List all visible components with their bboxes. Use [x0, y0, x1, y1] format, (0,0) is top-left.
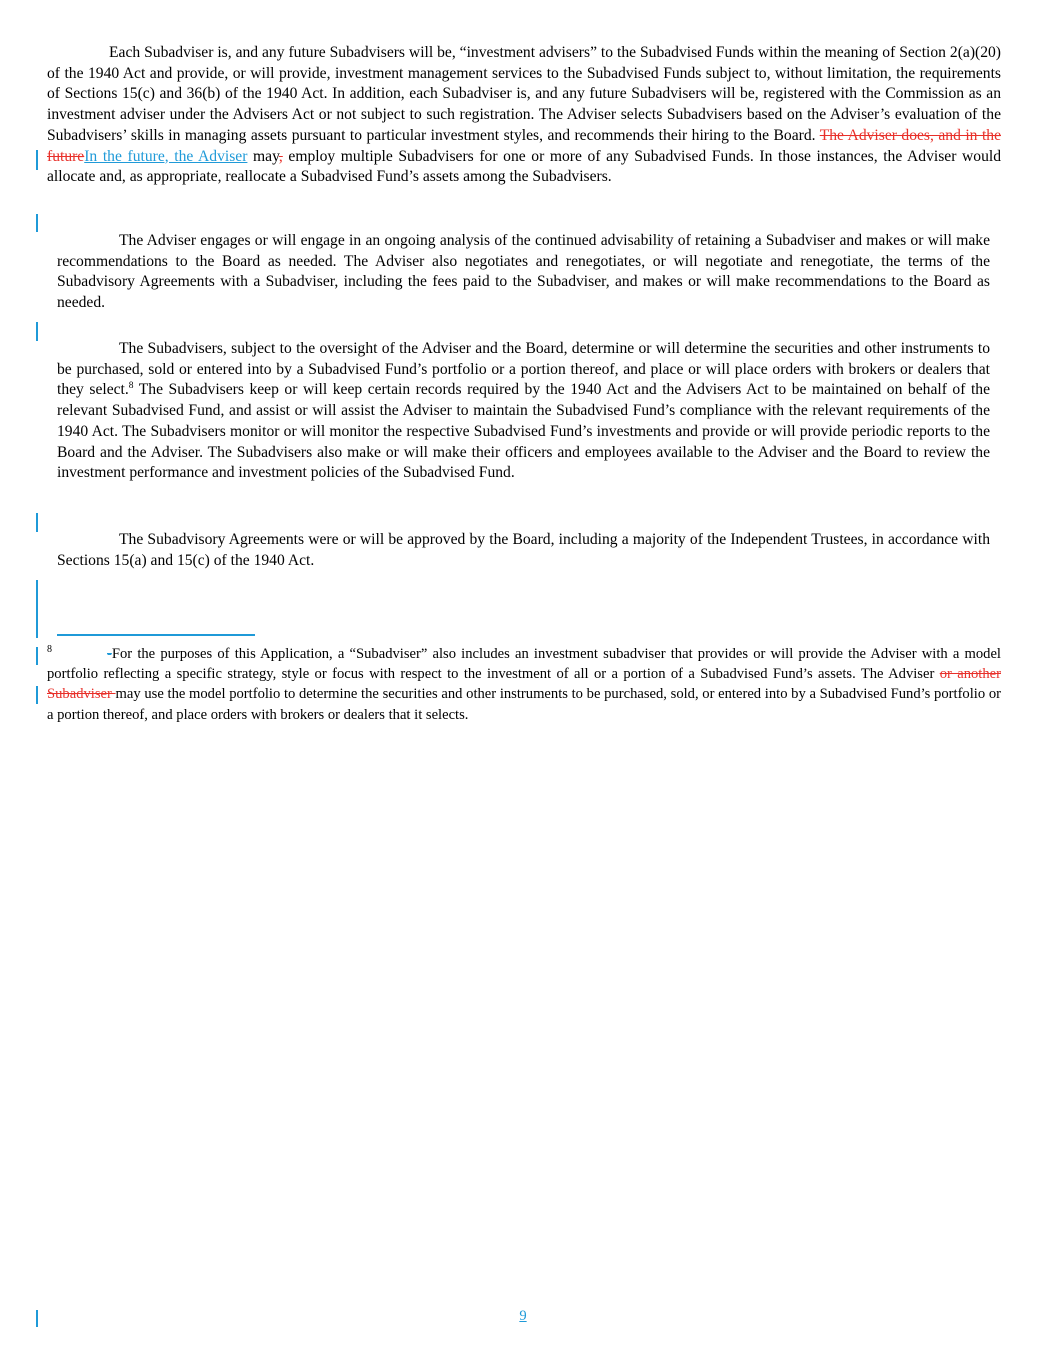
footnote: 8 -For the purposes of this Application, a “Subadviser” also includes an investment subadviser that provides or will provide the Adviser with a model portfolio reflecting a specific strategy, style or focus with respect to the investment of all or a portion of a Subadvised Fund’s assets. The Adviser or another Subadviser may use the model portfolio to determine the securities and other instruments to be purchased, sold, or entered into by a Subadvised Fund’s portfolio or a portion thereof, and place orders with brokers or dealers that it selects. [47, 644, 1001, 723]
footnote-reference[interactable]: 8 [128, 381, 134, 392]
change-bar [36, 214, 38, 232]
paragraph-text: may [247, 147, 279, 165]
change-bar [36, 513, 38, 532]
paragraph-text: The Subadvisers keep or will keep certain records required by the 1940 Act and the Advisers Act to be maintained on behalf of the relevant Subadvised Fund, and assist or will assist the Adviser to maintain the Subadvised Fund’s compliance with the relevant requirements of the 1940 Act. The Subadvisers monitor or will monitor the respective Subadvised Fund’s investments and provide or will provide periodic reports to the Board and the Adviser. The Subadvisers also make or will make their officers and employees available to the Adviser and the Board to review the investment performance and investment policies of the Subadvised Fund. [57, 381, 990, 482]
paragraph-text: employ multiple Subadvisers for one or more of any Subadvised Funds. In those instances, the Adviser would allocate and, as appropriate, reallocate a Subadvised Fund’s assets among the Subadvisers. [47, 147, 1001, 186]
paragraph-subadviser-status [47, 43, 1001, 188]
paragraph-board-approval: The Subadvisory Agreements were or will be approved by the Board, including a majority of the Independent Trustees, in accordance with Sections 15(a) and 15(c) of the 1940 Act. [57, 531, 990, 569]
tracked-deletion: The Adviser does, and in the future [47, 126, 1001, 165]
footnote-separator [57, 634, 255, 636]
footnote-text: For the purposes of this Application, a “Subadviser” also includes an investment subadviser that provides or will provide the Adviser with a model portfolio reflecting a specific strategy, style or focus with respect to the investment of all or a portion of a Subadvised Fund’s assets. The Adviser [47, 646, 1001, 683]
change-bar [36, 686, 38, 704]
paragraph-subadviser-duties [57, 339, 990, 484]
tracked-deletion: , [278, 147, 283, 165]
paragraph-adviser-analysis: The Adviser engages or will engage in an ongoing analysis of the continued advisability of retaining a Subadviser and makes or will make recommendations to the Board as needed. The Adviser also negotiates and renegotiates, or will negotiate and renegotiate, the terms of the Subadvisory Agreements with a Subadviser, including the fees paid to the Subadviser, and makes or will make recommendations to the Board as needed. [57, 232, 990, 312]
change-bar [36, 580, 38, 638]
change-bar [36, 647, 38, 665]
footnote-text: may use the model portfolio to determine the securities and other instruments to be purchased, sold, or entered into by a Subadvised Fund’s portfolio or a portion thereof, and place orders with brokers or dealers that it selects. [47, 686, 1001, 723]
tracked-insertion: In the future, the Adviser [84, 147, 248, 165]
paragraph-text: The Subadvisers, subject to the oversight of the Adviser and the Board, determine or will determine the securities and other instruments to be purchased, sold or entered into by a Subadvised Fund’s portfolio or a portion thereof, and place or will place orders with brokers or dealers that they select. [57, 340, 990, 399]
paragraph-text: Each Subadviser is, and any future Subadvisers will be, “investment advisers” to the Subadvised Funds within the meaning of Section 2(a)(20) of the 1940 Act and provide, or will provide, investment management services to the Subadvised Funds subject to, without limitation, the requirements of Sections 15(c) and 36(b) of the 1940 Act. In addition, each Subadviser is, and any future Subadvisers will be, registered with the Commission as an investment adviser under the Advisers Act or not subject to such registration. The Adviser selects Subadvisers based on the Adviser’s evaluation of the Subadvisers’ skills in managing assets pursuant to particular investment styles, and recommends their hiring to the Board. [47, 44, 1001, 144]
page-number: 9 [519, 1308, 527, 1324]
tracked-deletion: - [107, 646, 112, 662]
change-bar [36, 150, 38, 170]
tracked-deletion: or another Subadviser [47, 666, 1001, 703]
change-bar [36, 322, 38, 341]
change-bar [36, 1310, 38, 1327]
